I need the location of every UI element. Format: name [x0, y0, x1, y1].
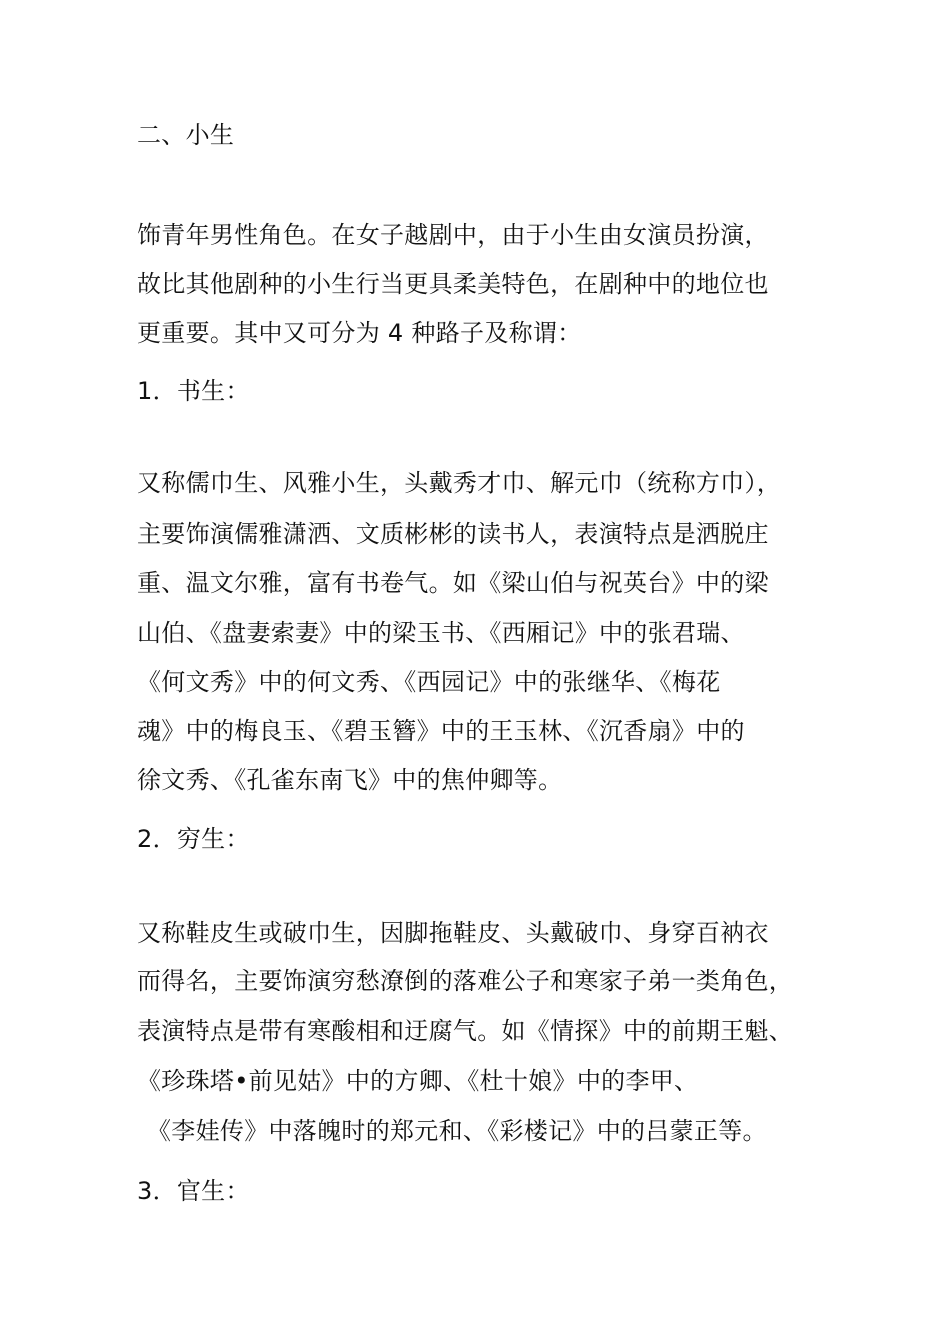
- item-1-line-2: 主要饰演儒雅潇洒、文质彬彬的读书人，表演特点是洒脱庄: [137, 520, 769, 548]
- intro-line-2: 故比其他剧种的小生行当更具柔美特色，在剧种中的地位也: [137, 270, 769, 298]
- item-1-line-5: 《何文秀》中的何文秀、《西园记》中的张继华、《梅花: [137, 668, 721, 696]
- item-2-line-4: 《珍珠塔•前见姑》中的方卿、《杜十娘》中的李甲、: [137, 1067, 699, 1095]
- item-1-line-4: 山伯、《盘妻索妻》中的梁玉书、《西厢记》中的张君瑞、: [137, 619, 745, 647]
- item-1-line-6: 魂》中的梅良玉、《碧玉簪》中的王玉林、《沉香扇》中的: [137, 717, 745, 745]
- intro-line-1: 饰青年男性角色。在女子越剧中，由于小生由女演员扮演，: [137, 221, 769, 249]
- item-2-line-5: 《李娃传》中落魄时的郑元和、《彩楼记》中的吕蒙正等。: [147, 1117, 767, 1145]
- item-2-line-2: 而得名，主要饰演穷愁潦倒的落难公子和寒家子弟一类角色，: [137, 967, 794, 995]
- item-heading-3: 3．官生：: [137, 1177, 250, 1205]
- intro-line-3: 更重要。其中又可分为 4 种路子及称谓：: [137, 319, 582, 347]
- item-2-line-3: 表演特点是带有寒酸相和迂腐气。如《情探》中的前期王魁、: [137, 1017, 794, 1045]
- item-1-line-1: 又称儒巾生、风雅小生，头戴秀才巾、解元巾（统称方巾），: [137, 469, 782, 497]
- item-1-line-3: 重、温文尔雅，富有书卷气。如《梁山伯与祝英台》中的梁: [137, 569, 769, 597]
- section-title: 二、小生: [137, 121, 235, 149]
- item-heading-2: 2．穷生：: [137, 825, 250, 853]
- item-1-line-7: 徐文秀、《孔雀东南飞》中的焦仲卿等。: [137, 766, 563, 794]
- item-2-line-1: 又称鞋皮生或破巾生，因脚拖鞋皮、头戴破巾、身穿百衲衣: [137, 919, 769, 947]
- item-heading-1: 1．书生：: [137, 377, 250, 405]
